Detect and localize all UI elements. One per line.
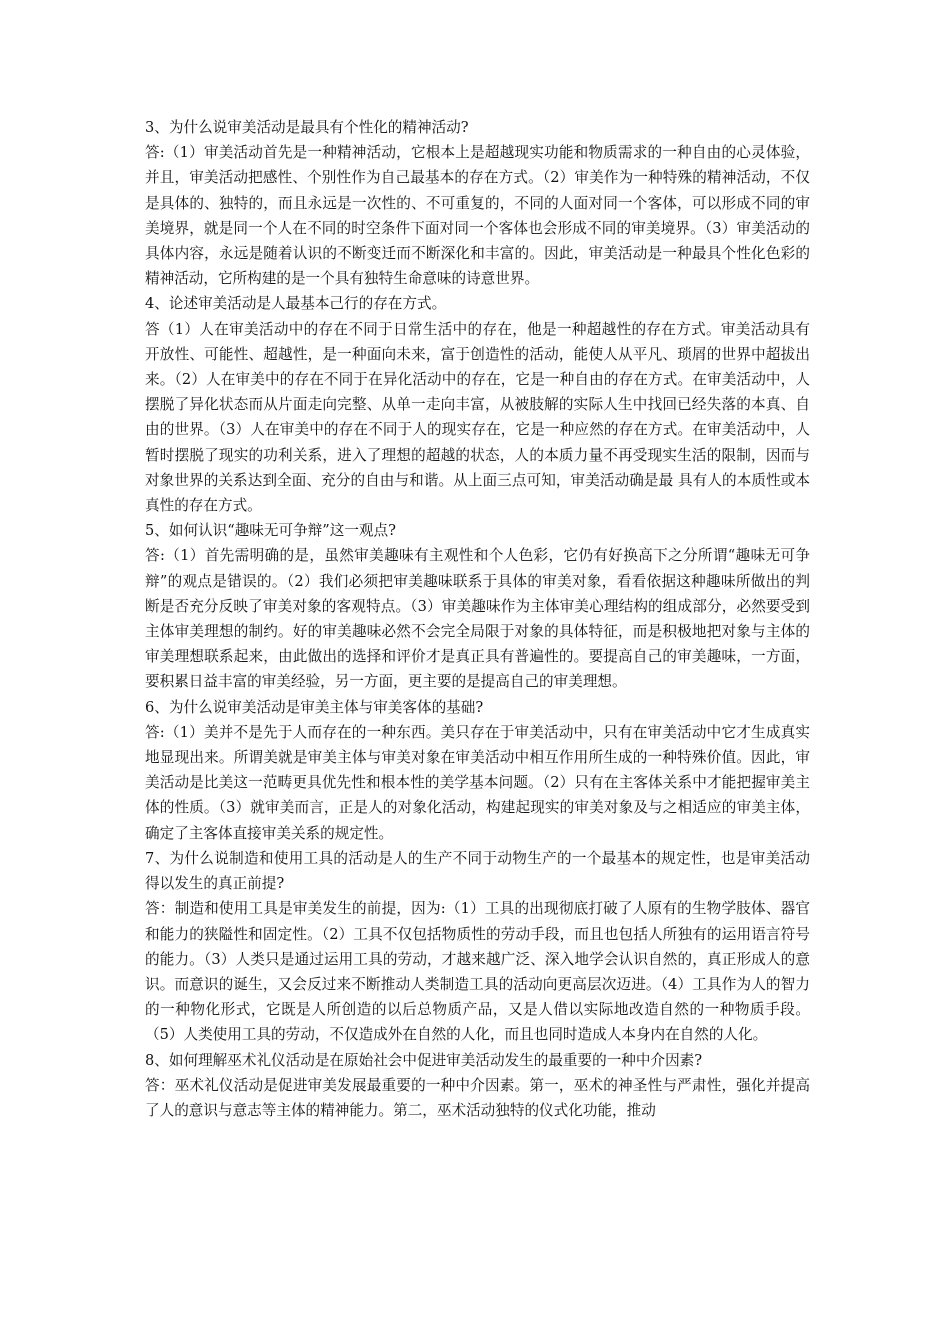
answer-7: 答：制造和使用工具是审美发生的前提，因为:（1）工具的出现彻底打破了人原有的生物学肢体、器官和能力的狭隘性和固定性。（2）工具不仅包括物质性的劳动手段，而且也包括人所独有的运用语言符号的能力。（3）人类只是通过运用工具的劳动，才越来越广泛、深入地学会认识自然的，真正形成人的意识。而意识的诞生，又会反过来不断推动人类制造工具的活动向更高层次迈进。（4）工具作为人的智力的一种物化形式，它既是人所创造的以后总物质产品，又是人借以实际地改造自然的一种物质手段。（5）人类使用工具的劳动，不仅造成外在自然的人化，而且也同时造成人本身内在自然的人化。 — [145, 900, 810, 1044]
document-page — [145, 115, 810, 1123]
question-4: 4、论述审美活动是人最基本己行的存在方式。 — [145, 295, 447, 313]
answer-4: 答（1）人在审美活动中的存在不同于日常生活中的存在，他是一种超越性的存在方式。审美活动具有开放性、可能性、超越性，是一种面向未来，富于创造性的活动，能使人从平凡、琐屑的世界中超拔出来。（2）人在审美中的存在不同于在异化活动中的存在，它是一种自由的存在方式。在审美活动中，人摆脱了异化状态而从片面走向完整、从单一走向丰富，从被肢解的实际人生中找回已经失落的本真、自由的世界。（3）人在审美中的存在不同于人的现实存在，它是一种应然的存在方式。在审美活动中，人暂时摆脱了现实的功利关系，进入了理想的超越的状态，人的本质力量不再受现实生活的限制，因而与对象世界的关系达到全面、充分的自由与和谐。从上面三点可知，审美活动确是最 具有人的本质性或本真性的存在方式。 — [145, 320, 810, 515]
question-6: 6、为什么说审美活动是审美主体与审美客体的基础? — [145, 698, 484, 716]
question-3: 3、为什么说审美活动是最具有个性化的精神活动? — [145, 119, 469, 136]
answer-8: 答：巫术礼仪活动是促进审美发展最重要的一种中介因素。第一，巫术的神圣性与严肃性，强化并提高了人的意识与意志等主体的精神能力。第二，巫术活动独特的仪式化功能，推动 — [145, 1076, 810, 1119]
question-5: 5、如何认识“趣味无可争辩”这一观点? — [145, 522, 396, 540]
question-8: 8、如何理解巫术礼仪活动是在原始社会中促进审美活动发生的最重要的一种中介因素? — [145, 1051, 703, 1069]
answer-3: 答:（1）审美活动首先是一种精神活动，它根本上是超越现实功能和物质需求的一种自由的心灵体验，并且，审美活动把感性、个别性作为自己最基本的存在方式。（2）审美作为一种特殊的精神活动，不仅是具体的、独特的，而且永远是一次性的、不可重复的，不同的人面对同一个客体，可以形成不同的审美境界，就是同一个人在不同的时空条件下面对同一个客体也会形成不同的审美境界。（3）审美活动的具体内容，永远是随着认识的不断变迁而不断深化和丰富的。因此，审美活动是一种最具个性化色彩的精神活动，它所构建的是一个具有独特生命意味的诗意世界。 — [145, 144, 810, 288]
answer-5: 答:（1）首先需明确的是，虽然审美趣味有主观性和个人色彩，它仍有好换高下之分所谓“趣味无可争辩”的观点是错误的。（2）我们必须把审美趣味联系于具体的审美对象，看看依据这种趣味所做出的判断是否充分反映了审美对象的客观特点。（3）审美趣味作为主体审美心理结构的组成部分，必然要受到主体审美理想的制约。好的审美趣味必然不会完全局限于对象的具体特征，而是积极地把对象与主体的审美理想联系起来，由此做出的选择和评价才是真正具有普遍性的。要提高自己的审美趣味，一方面，要积累日益丰富的审美经验，另一方面，更主要的是提高自己的审美理想。 — [145, 547, 810, 691]
question-7: 7、为什么说制造和使用工具的活动是人的生产不同于动物生产的一个最基本的规定性，也是审美活动得以发生的真正前提? — [145, 849, 810, 893]
answer-6: 答:（1）美并不是先于人而存在的一种东西。美只存在于审美活动中，只有在审美活动中它才生成真实地显现出来。所谓美就是审美主体与审美对象在审美活动中相互作用所生成的一种特殊价值。因此，审美活动是比美这一范畴更具优先性和根本性的美学基本问题。（2）只有在主客体关系中才能把握审美主体的性质。（3）就审美而言，正是人的对象化活动，构建起现实的审美对象及与之相适应的审美主体，确定了主客体直接审美关系的规定性。 — [145, 723, 810, 842]
